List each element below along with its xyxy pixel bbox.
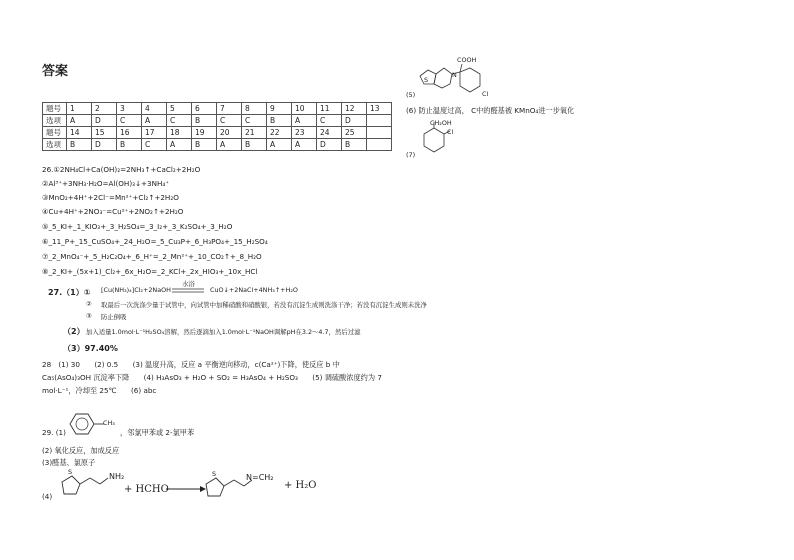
reaction-arrow (172, 287, 206, 295)
ch2oh-label: CH₂OH (430, 119, 452, 127)
table-cell: B (117, 139, 142, 151)
table-cell: B (242, 139, 267, 151)
table-row (43, 103, 392, 115)
table-cell: 2 (92, 103, 117, 115)
table-cell: 25 (342, 127, 367, 139)
plus-hcho: + HCHO (124, 484, 169, 495)
chlorine-label: Cl (447, 128, 454, 136)
page-title: 答案 (42, 64, 69, 79)
table-cell: B (192, 115, 217, 127)
q26-line: ⑥_11_P+_15_CuSO₄+_24_H₂O=_5_Cu₃P+_6_H₃PO₄+_15_H₂SO₄ (42, 237, 268, 246)
imine-label: N=CH₂ (246, 473, 274, 482)
sulfur-label: S (68, 468, 73, 476)
q28-line: Ca₅(AsO₄)₃OH 沉淀率下降 (4) H₃AsO₃ + H₂O + SO₂ = H₃AsO₄ + H₂SO₃ (5) 调硫酸浓度约为 7 (42, 373, 382, 382)
sulfur-label: S (424, 76, 429, 84)
sulfur-label: S (212, 470, 217, 478)
table-cell: 23 (292, 127, 317, 139)
table-row (43, 127, 392, 139)
q27-product: CuO↓+2NaCl+4NH₃↑+H₂O (210, 286, 298, 294)
q27-equation: [Cu(NH₃)₄]Cl₂+2NaOH (101, 286, 171, 294)
table-cell (367, 127, 392, 139)
q28-line: 28 (1) 30 (2) 0.5 (3) 温度升高，反应 a 平衡逆向移动，c(Ca²⁺)下降，使反应 b 中 (42, 360, 340, 369)
table-cell: 选项 (43, 139, 67, 151)
table-cell: 16 (117, 127, 142, 139)
table-cell: 题号 (43, 127, 67, 139)
table-cell: C (142, 139, 167, 151)
table-cell: A (292, 139, 317, 151)
table-cell: 21 (242, 127, 267, 139)
table-cell: D (317, 139, 342, 151)
table-cell: 22 (267, 127, 292, 139)
table-cell (367, 115, 392, 127)
table-cell: A (217, 139, 242, 151)
right-item-7: (7) (406, 151, 416, 159)
cooh-label: COOH (457, 56, 477, 64)
q27-part2-label: （2） (63, 327, 85, 336)
table-cell: C (317, 115, 342, 127)
table-cell: D (92, 139, 117, 151)
chlorine-label: Cl (482, 90, 489, 98)
q27-label: 27.（1）① (48, 288, 91, 297)
table-cell: C (117, 115, 142, 127)
table-cell: A (292, 115, 317, 127)
q27-num2: ② (86, 300, 92, 308)
answer-table (42, 102, 392, 151)
q27-step2: 取最后一次洗涤少量于试管中，向试管中加稀硝酸和硝酸银，若没有沉淀生成则洗涤干净；若没有沉淀生成则未洗净 (101, 301, 427, 309)
table-row (43, 115, 392, 127)
table-cell: 15 (92, 127, 117, 139)
q29-line: (4) (42, 492, 53, 501)
q26-line: ⑤_5_KI+_1_KIO₃+_3_H₂SO₄=_3_I₂+_3_K₂SO₄+_3_H₂O (42, 222, 233, 231)
ch3-label: CH₃ (103, 419, 115, 427)
q27-part2: 加入适量1.0mol·L⁻¹H₂SO₄溶解，然后逐滴加入1.0mol·L⁻¹NaOH调解pH在3.2～4.7，然后过滤 (86, 328, 361, 336)
q29-line: 29. (1) (42, 428, 66, 437)
q28-line: mol·L⁻¹，冷却至 25℃ (6) abc (42, 386, 157, 395)
table-cell: C (242, 115, 267, 127)
q27-num3: ③ (86, 312, 92, 320)
q26-line: ③MnO₂+4H⁺+2Cl⁻=Mn²⁺+Cl₂↑+2H₂O (42, 193, 179, 202)
q27-part3: （3）97.40% (63, 344, 118, 353)
table-cell: 6 (192, 103, 217, 115)
q29-line: (2) 氧化反应，加成反应 (42, 446, 120, 455)
q29-line: (3)醛基、氯原子 (42, 458, 96, 467)
table-cell: 8 (242, 103, 267, 115)
table-cell: D (92, 115, 117, 127)
table-cell: 13 (367, 103, 392, 115)
q26-line: ⑦_2_MnO₄⁻+_5_H₂C₂O₄+_6_H⁺=_2_Mn²⁺+_10_CO₂↑+_8_H₂O (42, 252, 262, 261)
table-cell: D (342, 115, 367, 127)
table-cell: 14 (67, 127, 92, 139)
table-cell: 12 (342, 103, 367, 115)
q27-step3: 防止倒吸 (101, 313, 127, 321)
q26-line: 26.①2NH₄Cl+Ca(OH)₂=2NH₃↑+CaCl₂+2H₂O (42, 165, 201, 174)
q26-line: ⑧_2_KI+_(5x+1)_Cl₂+_6x_H₂O=_2_KCl+_2x_HIO₃+_10x_HCl (42, 267, 258, 276)
table-cell: A (142, 115, 167, 127)
table-cell: 4 (142, 103, 167, 115)
right-item-6: (6) 防止温度过高， C中的醛基被 KMnO₄进一步氧化 (406, 106, 575, 115)
table-cell: A (267, 139, 292, 151)
table-cell: 3 (117, 103, 142, 115)
table-cell: 17 (142, 127, 167, 139)
table-cell: 24 (317, 127, 342, 139)
table-cell (367, 139, 392, 151)
table-cell: B (67, 139, 92, 151)
table-cell: 10 (292, 103, 317, 115)
table-cell: B (267, 115, 292, 127)
table-cell: 20 (217, 127, 242, 139)
table-cell: 5 (167, 103, 192, 115)
right-item-5: (5) (406, 91, 416, 99)
q26-line: ②Al³⁺+3NH₃·H₂O=Al(OH)₃↓+3NH₄⁺ (42, 179, 170, 188)
table-cell: 1 (67, 103, 92, 115)
table-cell: C (167, 115, 192, 127)
table-cell: 9 (267, 103, 292, 115)
nitrogen-label: N (452, 71, 457, 79)
plus-water: + H₂O (284, 480, 317, 491)
q27-condition: 水浴 (182, 280, 195, 288)
table-cell: A (67, 115, 92, 127)
table-cell: 7 (217, 103, 242, 115)
table-cell: B (342, 139, 367, 151)
table-cell: 19 (192, 127, 217, 139)
table-cell: 18 (167, 127, 192, 139)
table-cell: A (167, 139, 192, 151)
table-cell: B (192, 139, 217, 151)
table-cell: 题号 (43, 103, 67, 115)
q26-line: ④Cu+4H⁺+2NO₃⁻=Cu²⁺+2NO₂↑+2H₂O (42, 207, 184, 216)
table-cell: 选项 (43, 115, 67, 127)
nh2-label: NH₂ (109, 472, 125, 481)
table-row (43, 139, 392, 151)
table-cell: 11 (317, 103, 342, 115)
table-cell: C (217, 115, 242, 127)
q29-line: ，邻氯甲苯或 2-氯甲苯 (120, 428, 195, 437)
